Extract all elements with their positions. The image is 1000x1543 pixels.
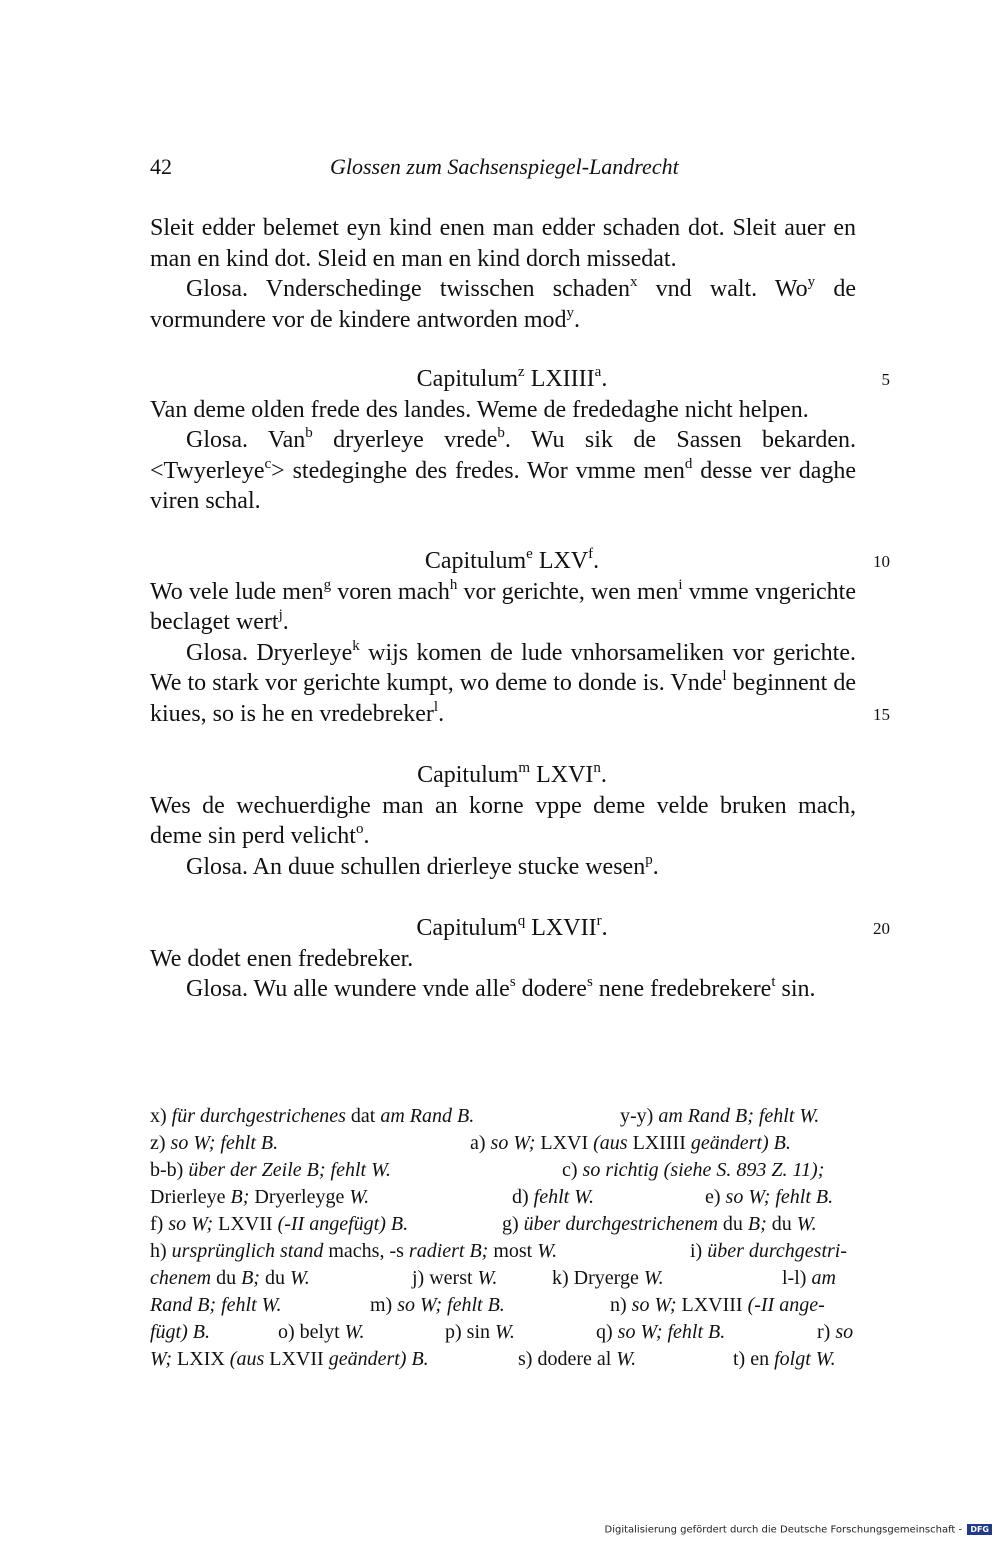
chapter-summary: We dodet enen fredebreker. xyxy=(150,945,414,972)
footnote-c-continued: Drierleye B; Dryerleyge W. xyxy=(150,1186,370,1208)
running-title: Glossen zum Sachsenspiegel-Landrecht xyxy=(330,154,679,179)
paragraph: Sleit edder belemet eyn kind enen man edder schaden dot. Sleit auer en man en kind dot. Sleid en man en kind dorch missedat. xyxy=(150,215,856,272)
text-block-intro xyxy=(150,213,856,335)
footnote-line xyxy=(150,1319,864,1346)
chapter-65 xyxy=(150,546,856,729)
footnote-m: m) so W; fehlt B. xyxy=(370,1294,505,1316)
footnote-line xyxy=(150,1130,864,1157)
footnote-f: f) so W; LXVII (-II angefügt) B. xyxy=(150,1213,409,1235)
footnote-e: e) so W; fehlt B. xyxy=(705,1186,834,1208)
chapter-66 xyxy=(150,760,856,882)
footnote-line xyxy=(150,1292,864,1319)
footnotes xyxy=(150,1103,864,1373)
footnote-line xyxy=(150,1103,864,1130)
footnote-x: x) für durchgestrichenes dat am Rand B. xyxy=(150,1105,475,1127)
footnote-line xyxy=(150,1211,864,1238)
footnote-y: y-y) am Rand B; fehlt W. xyxy=(620,1105,820,1127)
footnote-line xyxy=(150,1346,864,1373)
footnote-h: h) ursprünglich stand machs, -s radiert B; most W. xyxy=(150,1240,558,1262)
line-number: 20 xyxy=(873,919,890,938)
line-number: 5 xyxy=(881,370,890,389)
footnote-line xyxy=(150,1265,864,1292)
footnote-r: r) so xyxy=(817,1321,854,1343)
footnote-i-continued: chenem du B; du W. xyxy=(150,1267,310,1289)
footnote-c: c) so richtig (siehe S. 893 Z. 11); xyxy=(562,1159,825,1181)
gloss-paragraph: Glosa. Wu alle wundere vnde alle$^s$ dodere$^s$ nene fredebrekere$^t$ sin. xyxy=(186,974,816,1002)
chapter-heading: Capitulum$^m$ LXVI$^n$. xyxy=(417,760,607,788)
footnote-p: p) sin W. xyxy=(445,1321,515,1343)
footnote-z: z) so W; fehlt B. xyxy=(150,1132,279,1154)
footnote-g: g) über durchgestrichenem du B; du W. xyxy=(502,1213,817,1235)
line-number: 10 xyxy=(873,552,890,571)
page-number: 42 xyxy=(150,154,172,179)
footnote-l-continued: Rand B; fehlt W. xyxy=(150,1294,282,1316)
footnote-line xyxy=(150,1157,864,1184)
footnote-t: t) en folgt W. xyxy=(733,1348,836,1370)
chapter-summary: Wo vele lude men$^g$ voren mach$^h$ vor gerichte, wen men$^i$ vmme vngerichte beclaget wert$^j$. xyxy=(150,576,856,635)
line-number: 15 xyxy=(873,705,890,724)
footnote-j: j) werst W. xyxy=(412,1267,498,1289)
chapter-summary: Van deme olden frede des landes. Weme de frededaghe nicht helpen. xyxy=(150,396,809,423)
footnote-n: n) so W; LXVIII (-II ange- xyxy=(610,1294,825,1316)
gloss-paragraph: Glosa. Van$^b$ dryerleye vrede$^b$. Wu sik de Sassen bekarden. <Twyerleye$^c$> stedeginghe des fredes. Wor vmme men$^d$ desse ver daghe viren schal. xyxy=(150,425,856,514)
running-head xyxy=(150,154,856,186)
chapter-summary: Wes de wechuerdighe man an korne vppe deme velde bruken mach, deme sin perd velicht$^o$. xyxy=(150,792,856,849)
gloss-paragraph: Glosa. Dryerleye$^k$ wijs komen de lude vnhorsameliken vor gerichte. We to stark vor gerichte kumpt, wo deme to donde is. Vnde$^l$ beginnent de kiues, so is he en vredebreker$^l$. xyxy=(150,637,857,727)
chapter-heading: Capitulum$^q$ LXVII$^r$. xyxy=(416,913,608,941)
footnote-n-continued: fügt) B. xyxy=(150,1321,210,1343)
footnote-q: q) so W; fehlt B. xyxy=(596,1321,726,1343)
gloss-paragraph: Glosa. Vnderschedinge twisschen schaden$^x$ vnd walt. Wo$^y$ de vormundere vor de kindere antworden mod$^y$. xyxy=(150,274,857,333)
footnote-k: k) Dryerge W. xyxy=(552,1267,664,1289)
footnote-a: a) so W; LXVI (aus LXIIII geändert) B. xyxy=(470,1132,791,1154)
chapter-64 xyxy=(150,364,856,517)
dfg-logo: DFG xyxy=(967,1524,992,1535)
chapter-heading: Capitulum$^z$ LXIIII$^a$. xyxy=(416,364,608,392)
footnote-b: b-b) über der Zeile B; fehlt W. xyxy=(150,1159,391,1181)
footnote-line xyxy=(150,1238,864,1265)
footnote-line xyxy=(150,1184,864,1211)
footnote-l: l-l) am xyxy=(782,1267,836,1289)
credit-text: Digitalisierung gefördert durch die Deutsche Forschungsgemeinschaft - xyxy=(604,1524,963,1535)
chapter-67 xyxy=(150,913,856,1005)
gloss-paragraph: Glosa. An duue schullen drierleye stucke wesen$^p$. xyxy=(186,851,659,880)
digitization-credit xyxy=(605,1524,993,1536)
chapter-heading: Capitulum$^e$ LXV$^f$. xyxy=(424,546,600,574)
footnote-d: d) fehlt W. xyxy=(512,1186,595,1208)
footnote-i: i) über durchgestri- xyxy=(690,1240,848,1262)
footnote-s: s) dodere al W. xyxy=(518,1348,637,1370)
footnote-o: o) belyt W. xyxy=(278,1321,365,1343)
footnote-r-continued: W; LXIX (aus LXVII geändert) B. xyxy=(150,1348,429,1370)
